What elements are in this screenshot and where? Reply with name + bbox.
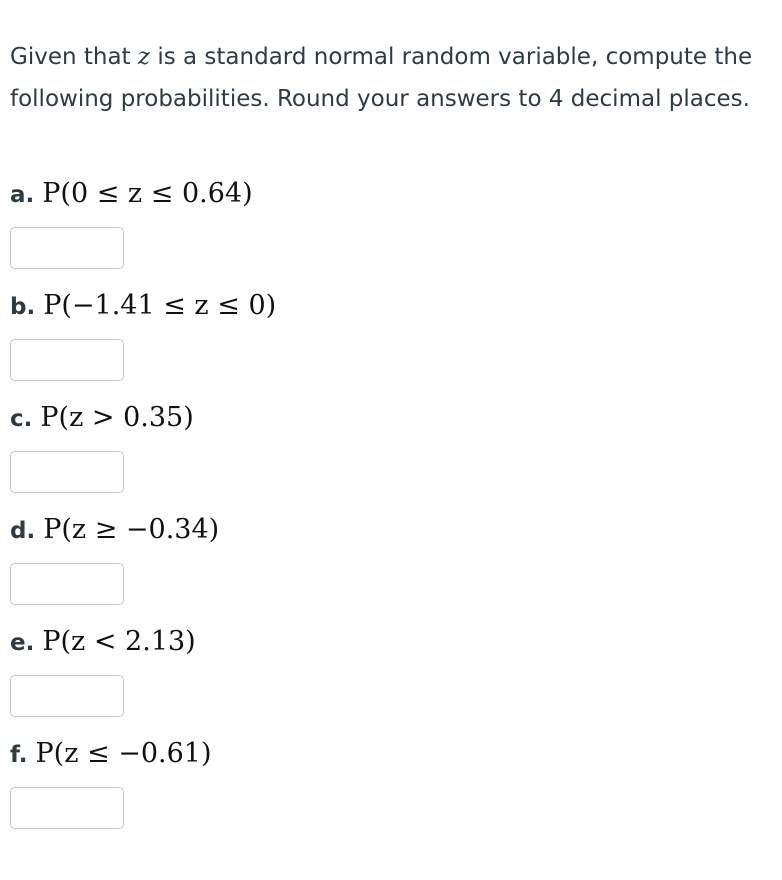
question-a-expression: P(0 ≤ z ≤ 0.64) xyxy=(42,178,253,209)
question-e xyxy=(10,622,770,734)
question-e-label xyxy=(10,622,196,662)
question-f-letter: f. xyxy=(10,742,28,768)
answer-input-c[interactable] xyxy=(10,451,124,493)
answer-input-f[interactable] xyxy=(10,787,124,829)
question-b-expression: P(−1.41 ≤ z ≤ 0) xyxy=(43,290,277,321)
question-f-expression: P(z ≤ −0.61) xyxy=(35,738,212,769)
question-c-label xyxy=(10,398,194,438)
question-f xyxy=(10,734,770,846)
question-d-expression: P(z ≥ −0.34) xyxy=(43,514,220,545)
answer-input-e[interactable] xyxy=(10,675,124,717)
question-c xyxy=(10,398,770,510)
question-c-letter: c. xyxy=(10,406,33,432)
answer-input-b[interactable] xyxy=(10,339,124,381)
question-f-label xyxy=(10,734,212,774)
question-b xyxy=(10,286,770,398)
variable-z: z xyxy=(137,44,151,70)
answer-input-a[interactable] xyxy=(10,227,124,269)
question-d xyxy=(10,510,770,622)
instructions-text-start: Given that xyxy=(10,44,138,70)
question-e-expression: P(z < 2.13) xyxy=(42,626,196,657)
question-d-label xyxy=(10,510,219,550)
question-c-expression: P(z > 0.35) xyxy=(40,402,194,433)
problem-instructions xyxy=(10,36,770,120)
question-b-label xyxy=(10,286,276,326)
answer-input-d[interactable] xyxy=(10,563,124,605)
instructions-text-end: is a standard normal random variable, compute the following probabilities. Round your answers to 4 decimal places. xyxy=(10,44,753,112)
question-d-letter: d. xyxy=(10,518,36,544)
question-e-letter: e. xyxy=(10,630,35,656)
question-a-label xyxy=(10,174,253,214)
question-a-letter: a. xyxy=(10,182,35,208)
question-a xyxy=(10,174,770,286)
question-b-letter: b. xyxy=(10,294,36,320)
